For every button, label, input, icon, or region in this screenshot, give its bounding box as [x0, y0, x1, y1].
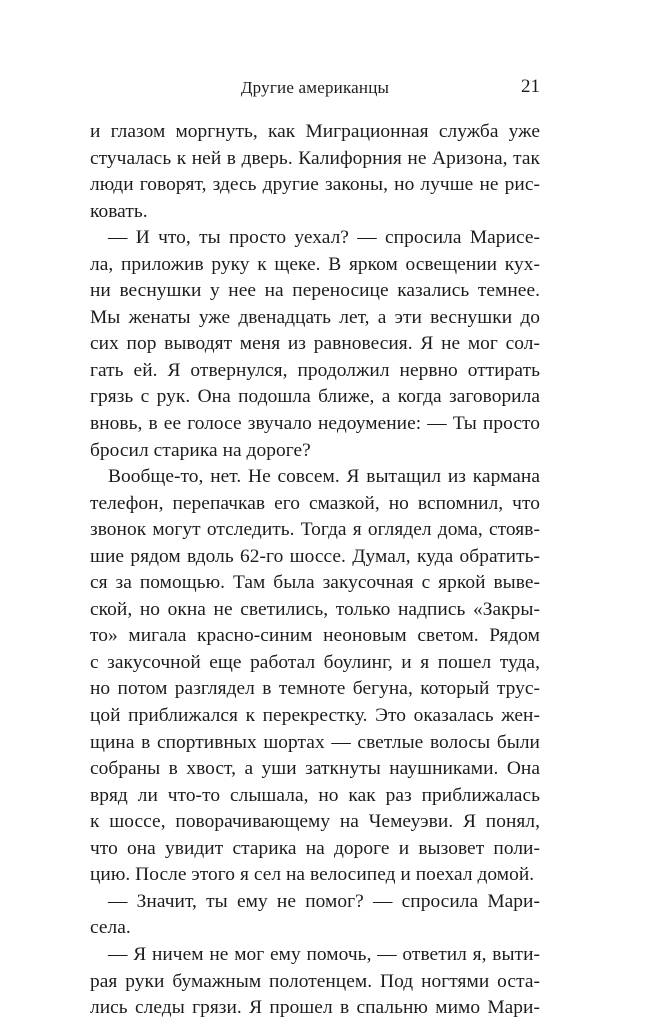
text-line: телефон, перепачкав его смазкой, но вспомнил, что	[90, 492, 540, 514]
text-line: но потом разглядел в темноте бегуна, который трус-	[90, 678, 540, 700]
text-line: — И что, ты просто уехал? — спросила Марисе-	[108, 227, 540, 249]
text-line: вряд ли что-то слышала, но как раз приближалась	[90, 784, 540, 806]
text-line: цой приближался к перекрестку. Это оказалась жен-	[90, 705, 540, 727]
text-line: бросил старика на дороге?	[90, 439, 311, 461]
text-line: стучалась к ней в дверь. Калифорния не Аризона, так	[90, 147, 540, 169]
text-line: вновь, в ее голосе звучало недоумение: — Ты просто	[90, 413, 540, 435]
running-head	[90, 78, 540, 102]
text-line: ни веснушки у нее на переносице казались темнее.	[90, 280, 540, 302]
text-line: ся за помощью. Там была закусочная с яркой выве-	[90, 572, 540, 594]
text-line: собраны в хвост, а уши заткнуты наушниками. Она	[90, 758, 540, 780]
text-line: щина в спортивных шортах — светлые волосы были	[90, 731, 540, 753]
text-line: с закусочной еще работал боулинг, и я пошел туда,	[90, 651, 540, 673]
text-line: цию. После этого я сел на велосипед и поехал домой.	[90, 864, 535, 886]
text-line: — Я ничем не мог ему помочь, — ответил я, выти-	[108, 943, 540, 965]
page-number: 21	[521, 76, 540, 97]
text-line: к шоссе, поворачивающему на Чемеуэви. Я понял,	[90, 811, 540, 833]
body-text	[90, 119, 540, 1022]
text-line: ской, но окна не светились, только надпись «Закры-	[90, 598, 540, 620]
text-line: Мы женаты уже двенадцать лет, а эти веснушки до	[90, 306, 540, 328]
text-line: и глазом моргнуть, как Миграционная служба уже	[90, 121, 540, 142]
running-title: Другие американцы	[240, 78, 390, 97]
text-line: ковать.	[90, 200, 148, 222]
text-line: сих пор выводят меня из равновесия. Я не мог сол-	[90, 333, 540, 355]
text-line: то» мигала красно-синим неоновым светом. Рядом	[90, 625, 540, 647]
text-line: села.	[90, 917, 131, 939]
text-line: — Значит, ты ему не помог? — спросила Мари-	[108, 890, 540, 912]
text-line: рая руки бумажным полотенцем. Под ногтями оста-	[90, 970, 540, 992]
text-line: что она увидит старика на дороге и вызовет поли-	[90, 837, 540, 859]
text-line: гать ей. Я отвернулся, продолжил нервно оттирать	[90, 359, 540, 381]
text-line: лись следы грязи. Я прошел в спальню мимо Мари-	[90, 997, 540, 1019]
text-line: грязь с рук. Она подошла ближе, а когда заговорила	[90, 386, 540, 408]
text-line: шие рядом вдоль 62-го шоссе. Думал, куда обратить-	[90, 545, 540, 567]
text-line: звонок могут отследить. Тогда я оглядел дома, стояв-	[90, 519, 540, 541]
text-line: ла, приложив руку к щеке. В ярком освещении кух-	[90, 253, 540, 275]
text-line: люди говорят, здесь другие законы, но лучше не рис-	[90, 174, 540, 196]
text-line: Вообще-то, нет. Не совсем. Я вытащил из кармана	[108, 466, 540, 488]
